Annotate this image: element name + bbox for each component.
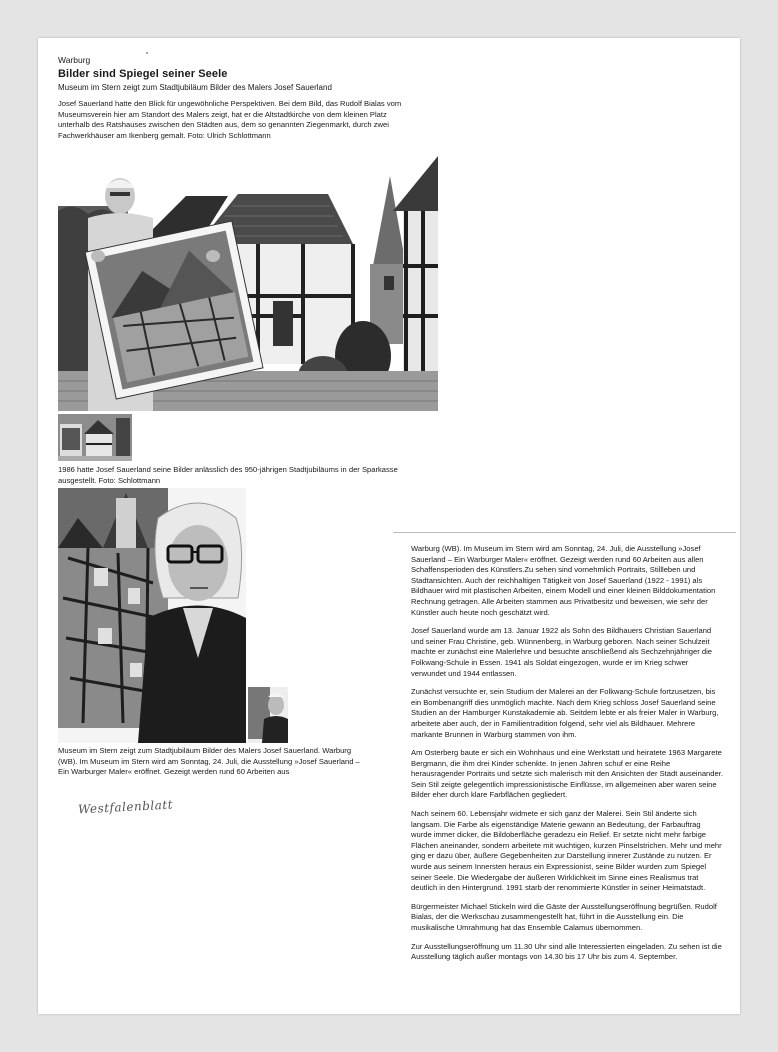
- intro-caption: Josef Sauerland hatte den Blick für ungewöhnliche Perspektiven. Bei dem Bild, das Rudolf Bialas vom Museumsverein hier am Standort des Malers zeigt, hat er die Altstadtkirche von dem kleinen Platz unterhalb des Ratshauses zwischen den Städten aus, dem so genannten Ziegenmarkt, durch zwei Fachwerkhäuser am Ikenberg gemalt. Foto: Ulrich Schlottmann: [58, 99, 402, 140]
- column-divider: [393, 532, 736, 533]
- article-paragraph: Warburg (WB). Im Museum im Stern wird am Sonntag, 24. Juli, die Ausstellung »Josef Sauerland – Ein Warburger Maler« eröffnet. Gezeigt werden rund 60 Arbeiten aus allen Schaffensperioden des Künstlers.Zu sehen sind vornehmlich Portraits, Stillleben und Stadtansichten. Auch der reichhaltigen Tätigkeit von Josef Sauerland (1922 - 1991) als Bildhauer wird mit plastischen Arbeiten, einem Modell und einer kleinen Bilddokumentation Rechnung getragen. Alle Arbeiten stammen aus Privatbesitz und beweisen, wie sehr der Künstler auch heute noch geschätzt wird.: [411, 544, 716, 617]
- article-paragraph: Bürgermeister Michael Stickeln wird die Gäste der Ausstellungseröffnung begrüßen. Rudolf Bialas, der die Werkschau zusammengestellt hat, führt in die Ausstellung ein. Die musikalische Umrahmung hat das Ensemble Calamus übernommen.: [411, 901, 717, 932]
- thumbnail-photo-portrait: [248, 687, 288, 743]
- article-body: [411, 544, 723, 971]
- article-paragraph: Zunächst versuchte er, sein Studium der Malerei an der Folkwang-Schule fortzusetzen, bis ein Bombenangriff dies unmöglich machte. Nach dem Krieg schloss Josef Sauerland seine Studien an der Hamburger Kunstakademie ab. Seitdem lebte er als freier Maler in Warburg, arbeitete aber auch, der in Familientradition folgend, sehr viel als Bildhauer. Mehrere markante Brunnen in Warburg stammen von ihm.: [411, 687, 719, 739]
- newspaper-clipping: [38, 38, 740, 1014]
- subheadline: Museum im Stern zeigt zum Stadtjubiläum Bilder des Malers Josef Sauerland: [58, 83, 332, 92]
- main-photo: [58, 156, 438, 411]
- scan-speck: [146, 52, 148, 54]
- article-paragraph: Am Osterberg baute er sich ein Wohnhaus und eine Werkstatt und heiratete 1963 Margarete Bergmann, die ihm drei Kinder schenkte. In jenen Jahren schuf er eine Reihe herausragender Portraits und setzte sich malerisch mit den Ansichten der Stadt auseinander. Sein Stil zeigte gelegentlich impressionistische Einflüsse, im allgemeinen aber waren seine Bilder eher durch klare Farbflächen gegliedert.: [411, 748, 723, 800]
- handwritten-source-note: Westfalenblatt: [77, 797, 174, 817]
- photo-caption-1986: 1986 hatte Josef Sauerland seine Bilder anlässlich des 950-jährigen Stadtjubiläums in der Sparkasse ausgestellt. Foto: Schlottmann: [58, 465, 398, 485]
- thumbnail-photo-exhibition: [58, 414, 132, 461]
- headline: Bilder sind Spiegel seiner Seele: [58, 68, 228, 80]
- kicker: Warburg: [58, 55, 91, 65]
- artist-portrait-photo: [58, 488, 246, 743]
- article-paragraph: Nach seinem 60. Lebensjahr widmete er sich ganz der Malerei. Sein Stil änderte sich langsam. Die Farbe als eigenständige Materie gewann an Bedeutung, der Farbauftrag wurde immer dicker, die Bildoberfläche geradezu ein Relief. Er setzte nicht mehr farbige Flächen aneinander, sondern arbeitete mit wuchtigen, kurzen Pinselstrichen. Mehr und mehr ging er dazu über, äußere Gegebenheiten zur Darstellung innerer Zustände zu nutzen. Er wurde aus seinem Innersten heraus ein Expressionist, seine Bilder wurden zum Spiegel seiner Seele. Die Wiedergabe der äußeren Wirklichkeit im Sinne eines Realismus trat deutlich in den Hintergrund. 1991 starb der renommierte Künstler in seiner Heimatstadt.: [411, 809, 722, 893]
- portrait-caption: Museum im Stern zeigt zum Stadtjubiläum Bilder des Malers Josef Sauerland. Warburg (WB). Im Museum im Stern wird am Sonntag, 24. Juli, die Ausstellung »Josef Sauerland – Ein Warburger Maler« eröffnet. Gezeigt werden rund 60 Arbeiten aus: [58, 746, 360, 777]
- article-paragraph: Josef Sauerland wurde am 13. Januar 1922 als Sohn des Bildhauers Christian Sauerland und seiner Frau Christine, geb. Wünnenberg, in Warburg geboren. Nach seiner Schulzeit machte er zunächst eine Malerlehre und besuchte anschließend als Sechzehnjähriger die Folkwang-Schule in Essen. 1941 als Soldat eingezogen, wurde er im Krieg schwer verwundet und 1944 entlassen.: [411, 626, 712, 678]
- article-paragraph: Zur Ausstellungseröffnung um 11.30 Uhr sind alle Interessierten eingeladen. Zu sehen ist die Ausstellung täglich außer montags von 14.30 bis 17 Uhr bis zum 4. September.: [411, 941, 722, 962]
